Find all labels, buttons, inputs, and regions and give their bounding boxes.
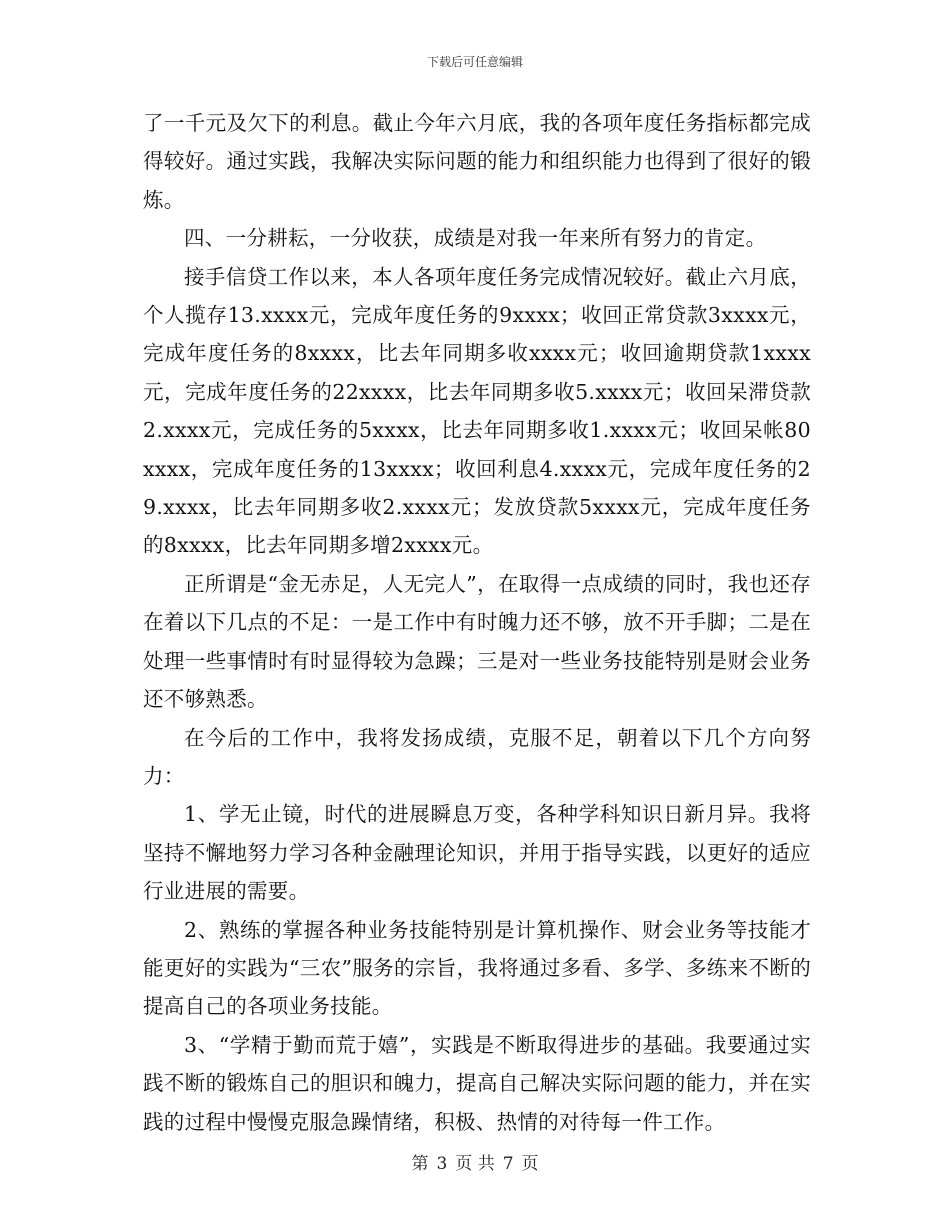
paragraph: 接手信贷工作以来，本人各项年度任务完成情况较好。截止六月底，个人揽存13.xxxx元，完成年度任务的9xxxx；收回正常贷款3xxxx元，完成年度任务的8xxxx，比去年同期多收xxxx元；收回逾期贷款1xxxx元，完成年度任务的22xxxx，比去年同期多收5.xxxx元；收回呆滞贷款2.xxxx元，完成任务的5xxxx，比去年同期多收1.xxxx元；收回呆帐80xxxx，完成年度任务的13xxxx；收回利息4.xxxx元，完成年度任务的29.xxxx，比去年同期多收2.xxxx元；发放贷款5xxxx元，完成年度任务的8xxxx，比去年同期多增2xxxx元。 (143, 264, 811, 558)
paragraph: 2、熟练的掌握各种业务技能特别是计算机操作、财会业务等技能才能更好的实践为“三农”服务的宗旨，我将通过多看、多学、多练来不断的提高自己的各项业务技能。 (143, 917, 811, 1019)
page-header: 下载后可任意编辑 (426, 55, 523, 69)
footer-prefix: 第 (411, 1154, 429, 1174)
paragraph: 了一千元及欠下的利息。截止今年六月底，我的各项年度任务指标都完成得较好。通过实践，我解决实际问题的能力和组织能力也得到了很好的锻炼。 (143, 111, 811, 212)
document-body (143, 104, 811, 1141)
paragraph: 四、一分耕耘，一分收获，成绩是对我一年来所有努力的肯定。 (184, 226, 767, 251)
page-number: 3 (436, 1154, 448, 1174)
paragraph: 3、“学精于勤而荒于嬉”，实践是不断取得进步的基础。我要通过实践不断的锻炼自己的胆识和魄力，提高自己解决实际问题的能力，并在实践的过程中慢慢克服急躁情绪，积极、热情的对待每一件工作。 (143, 1032, 811, 1134)
page-total: 7 (502, 1154, 514, 1174)
footer-middle: 页 共 (455, 1154, 495, 1174)
paragraph: 在今后的工作中，我将发扬成绩，克服不足，朝着以下几个方向努力： (143, 725, 811, 788)
paragraph: 1、学无止镜，时代的进展瞬息万变，各种学科知识日新月异。我将坚持不懈地努力学习各种金融理论知识，并用于指导实践，以更好的适应行业进展的需要。 (143, 802, 811, 904)
footer-suffix: 页 (521, 1154, 539, 1174)
page-footer (0, 1153, 950, 1175)
paragraph: 正所谓是“金无赤足，人无完人”，在取得一点成绩的同时，我也还存在着以下几点的不足：一是工作中有时魄力还不够，放不开手脚；二是在处理一些事情时有时显得较为急躁；三是对一些业务技能特别是财会业务还不够熟悉。 (143, 571, 811, 712)
